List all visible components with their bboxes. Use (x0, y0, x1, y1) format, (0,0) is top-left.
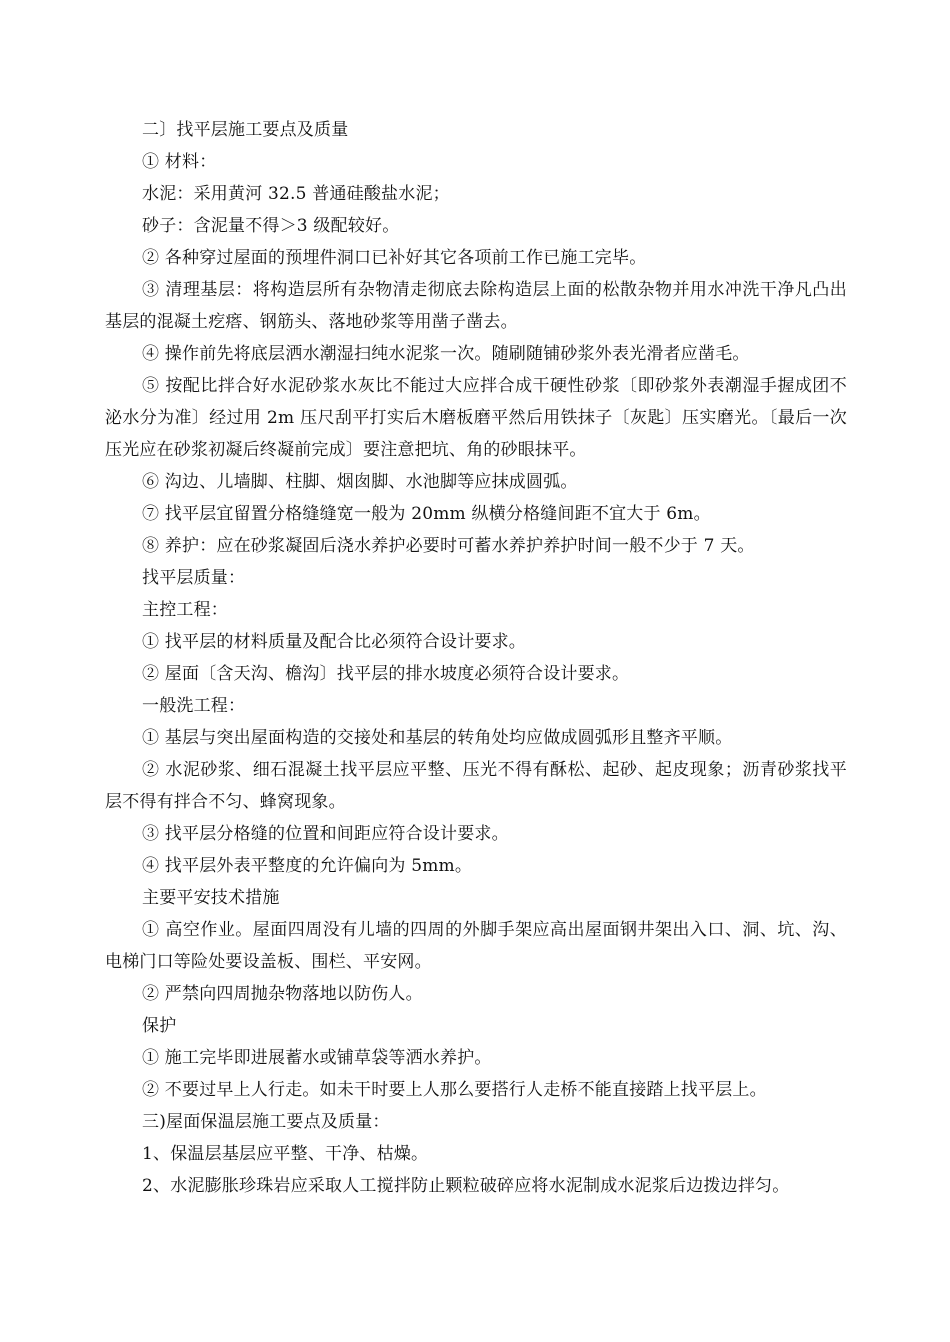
paragraph: ⑦ 找平层宜留置分格缝缝宽一般为 20mm 纵横分格缝间距不宜大于 6m。 (142, 504, 711, 524)
paragraph: 一般洗工程： (142, 696, 246, 716)
paragraph: 三)屋面保温层施工要点及质量： (142, 1112, 390, 1132)
paragraph: ② 不要过早上人行走。如未干时要上人那么要搭行人走桥不能直接踏上找平层上。 (142, 1080, 767, 1100)
paragraph: ④ 找平层外表平整度的允许偏向为 5mm。 (142, 856, 473, 876)
paragraph: 二〕找平层施工要点及质量 (142, 120, 349, 140)
paragraph: 找平层质量： (142, 568, 246, 588)
paragraph: ⑧ 养护：应在砂浆凝固后浇水养护必要时可蓄水养护养护时间一般不少于 7 天。 (142, 536, 755, 556)
paragraph: ① 基层与突出屋面构造的交接处和基层的转角处均应做成圆弧形且整齐平顺。 (142, 728, 733, 748)
paragraph: ⑤ 按配比拌合好水泥砂浆水灰比不能过大应拌合成干硬性砂浆〔即砂浆外表潮湿手握成团不泌水分为准〕经过用 2m 压尺刮平打实后木磨板磨平然后用铁抹子〔灰匙〕压实磨光。〔最后一次压光应在砂浆初凝后终凝前完成〕要注意把坑、角的砂眼抹平。 (105, 376, 847, 460)
paragraph: ① 找平层的材料质量及配合比必须符合设计要求。 (142, 632, 527, 652)
paragraph: 砂子：含泥量不得＞3 级配较好。 (142, 216, 400, 236)
paragraph: ① 高空作业。屋面四周没有儿墙的四周的外脚手架应高出屋面钢井架出入口、洞、坑、沟、电梯门口等险处要设盖板、围栏、平安网。 (105, 920, 847, 972)
paragraph: 水泥：采用黄河 32.5 普通硅酸盐水泥； (142, 184, 450, 204)
paragraph: ③ 清理基层：将构造层所有杂物清走彻底去除构造层上面的松散杂物并用水冲洗干净凡凸出基层的混凝土疙瘩、钢筋头、落地砂浆等用凿子凿去。 (105, 280, 847, 332)
paragraph: 主要平安技术措施 (142, 888, 280, 908)
paragraph: ① 施工完毕即进展蓄水或铺草袋等洒水养护。 (142, 1048, 492, 1068)
paragraph: 2、水泥膨胀珍珠岩应采取人工搅拌防止颗粒破碎应将水泥制成水泥浆后边拨边拌匀。 (142, 1176, 790, 1196)
paragraph: ④ 操作前先将底层洒水潮湿扫纯水泥浆一次。随刷随铺砂浆外表光滑者应凿毛。 (142, 344, 750, 364)
document-body (105, 114, 847, 1202)
paragraph: ② 水泥砂浆、细石混凝土找平层应平整、压光不得有酥松、起砂、起皮现象；沥青砂浆找平层不得有拌合不匀、蜂窝现象。 (105, 760, 847, 812)
paragraph: ② 屋面〔含天沟、檐沟〕找平层的排水坡度必须符合设计要求。 (142, 664, 630, 684)
paragraph: 主控工程： (142, 600, 228, 620)
paragraph: 1、保温层基层应平整、干净、枯燥。 (142, 1144, 429, 1164)
paragraph: 保护 (142, 1016, 177, 1036)
paragraph: ② 各种穿过屋面的预埋件洞口已补好其它各项前工作已施工完毕。 (142, 248, 647, 268)
paragraph: ⑥ 沟边、儿墙脚、柱脚、烟囱脚、水池脚等应抹成圆弧。 (142, 472, 578, 492)
paragraph: ② 严禁向四周抛杂物落地以防伤人。 (142, 984, 423, 1004)
paragraph: ① 材料： (142, 152, 217, 172)
paragraph: ③ 找平层分格缝的位置和间距应符合设计要求。 (142, 824, 509, 844)
